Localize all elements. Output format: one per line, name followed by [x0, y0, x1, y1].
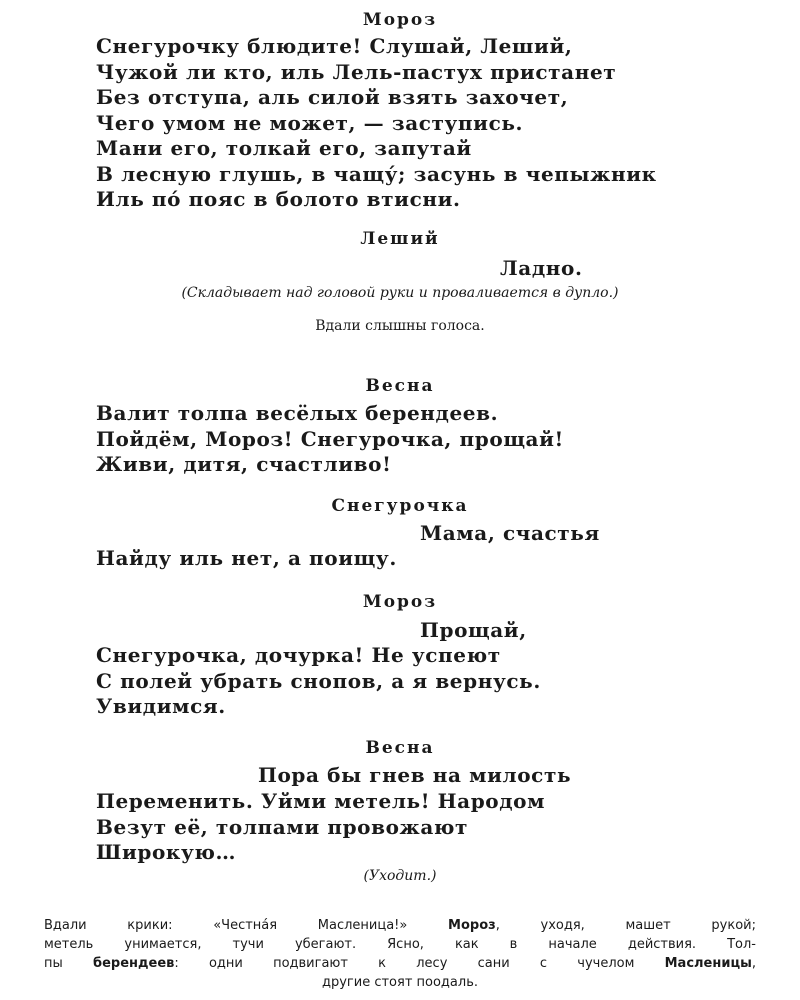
- speaker-vesna-2: Весна: [365, 738, 435, 758]
- verse-line: Валит толпа весёлых берендеев.: [96, 401, 499, 425]
- verse-line: Иль по́ пояс в болото втисни.: [96, 187, 461, 211]
- final-text: ,: [751, 956, 756, 971]
- verse-line: Найду иль нет, а поищу.: [96, 546, 397, 570]
- verse-line: Увидимся.: [96, 694, 226, 718]
- stage-direction-leshiy: (Складывает над головой руки и проваливается в дупло.): [181, 285, 619, 301]
- verse-vesna-1: [96, 401, 564, 478]
- speaker-leshiy: Леший: [360, 229, 440, 249]
- final-text: Вдали крики: «Честна́я Масленица!»: [44, 918, 449, 933]
- final-line-4: другие стоят поодаль.: [321, 975, 478, 990]
- verse-line-moroz-indent: Прощай,: [420, 618, 527, 642]
- verse-line: Снегурочка, дочурка! Не успеют: [96, 643, 501, 667]
- verse-line-leshiy: Ладно.: [500, 256, 583, 280]
- final-line-1: [44, 916, 756, 935]
- verse-line: Переменить. Уйми метель! Народом: [96, 789, 546, 813]
- stage-note-voices: Вдали слышны голоса.: [315, 318, 485, 334]
- verse-line: Пойдём, Мороз! Снегурочка, прощай!: [96, 426, 564, 451]
- verse-line: Снегурочку блюдите! Слушай, Леший,: [96, 34, 573, 58]
- speaker-moroz-2: Мороз: [362, 592, 438, 612]
- character-name-maslenitsa: Масленицы: [664, 956, 752, 971]
- verse-snegurochka: [96, 546, 397, 572]
- verse-line: Везут её, толпами провожают: [96, 814, 468, 839]
- final-text: пы: [44, 956, 93, 971]
- verse-line: Чужой ли кто, иль Лель-пастух пристанет: [96, 59, 617, 84]
- stage-direction-exit: (Уходит.): [363, 868, 437, 884]
- verse-line: Без отступа, аль силой взять захочет,: [96, 85, 569, 109]
- verse-moroz-1: [96, 34, 657, 213]
- final-line-2: метель унимается, тучи убегают. Ясно, как в начале действия. Тол-: [44, 937, 756, 952]
- speaker-snegurochka: Снегурочка: [331, 496, 469, 516]
- final-text: : одни подвигают к лесу сани с чучелом: [174, 956, 665, 971]
- final-stage-direction: [44, 916, 756, 992]
- verse-line: В лесную глушь, в чащу́; засунь в чепыжник: [96, 161, 657, 186]
- final-line-3: [44, 954, 756, 973]
- verse-line: Чего умом не может, — заступись.: [96, 110, 524, 135]
- speaker-vesna-1: Весна: [365, 376, 435, 396]
- verse-moroz-2: [96, 643, 541, 720]
- verse-line: Широкую…: [96, 840, 237, 864]
- character-name-moroz: Мороз: [448, 918, 496, 933]
- verse-line: Мани его, толкай его, запутай: [96, 136, 472, 160]
- verse-line-snegurochka-indent: Мама, счастья: [420, 521, 600, 545]
- verse-line-vesna-indent: Пора бы гнев на милость: [258, 763, 572, 787]
- verse-line: Живи, дитя, счастливо!: [96, 452, 392, 476]
- final-text: , уходя, машет рукой;: [495, 918, 756, 933]
- character-name-berendei: берендеев: [93, 956, 175, 971]
- speaker-moroz-1: Мороз: [362, 10, 438, 30]
- verse-line: С полей убрать снопов, а я вернусь.: [96, 668, 541, 693]
- verse-vesna-2: [96, 789, 545, 866]
